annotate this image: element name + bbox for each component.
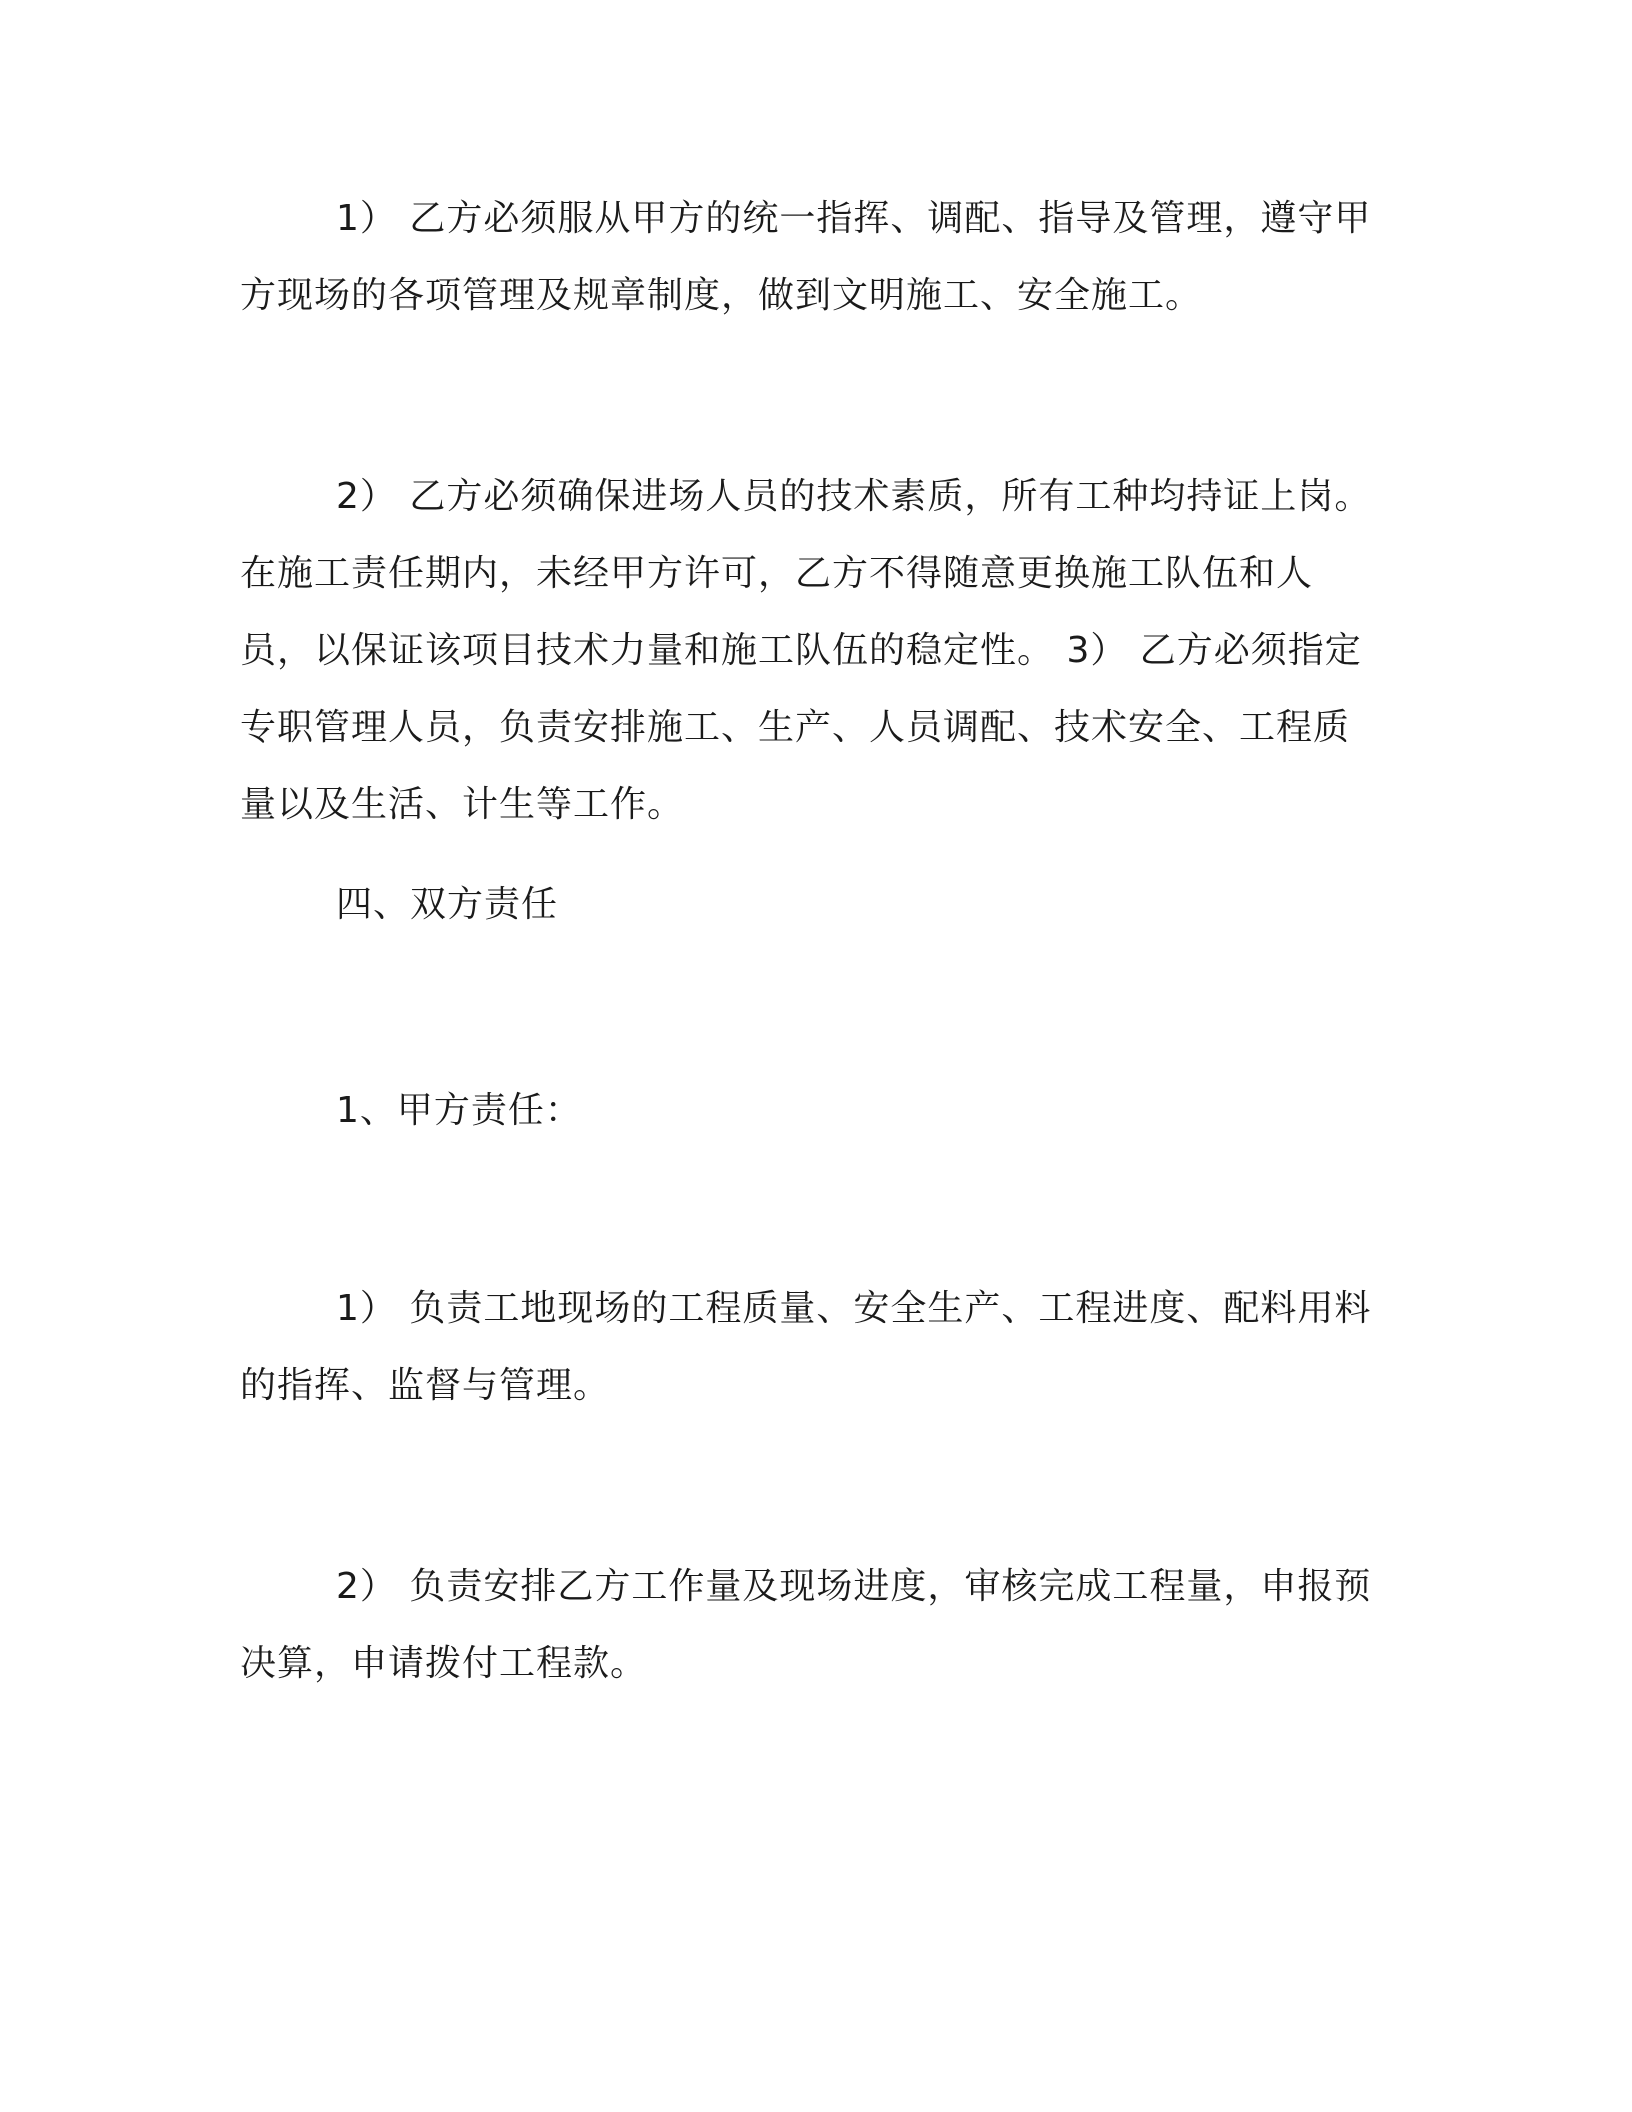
section-heading-mutual-responsibilities: 四、双方责任 (336, 884, 559, 925)
paragraph-party-b-personnel: 2） 乙方必须确保进场人员的技术素质，所有工种均持证上岗。在施工责任期内，未经甲方许可，乙方不得随意更换施工队伍和人员，以保证该项目技术力量和施工队伍的稳定性。 3） 乙方必须指定专职管理人员，负责安排施工、生产、人员调配、技术安全、工程质量以及生活、计生等工作。 (240, 476, 1372, 825)
paragraph-party-b-obey-management: 1） 乙方必须服从甲方的统一指挥、调配、指导及管理，遵守甲方现场的各项管理及规章制度，做到文明施工、安全施工。 (240, 198, 1372, 316)
paragraph-party-a-workload-payment: 2） 负责安排乙方工作量及现场进度，审核完成工程量，申报预决算，申请拨付工程款。 (240, 1566, 1372, 1684)
paragraph-party-a-site-management: 1） 负责工地现场的工程质量、安全生产、工程进度、配料用料的指挥、监督与管理。 (240, 1288, 1372, 1406)
sub-heading-party-a-responsibilities: 1、甲方责任： (336, 1090, 582, 1131)
